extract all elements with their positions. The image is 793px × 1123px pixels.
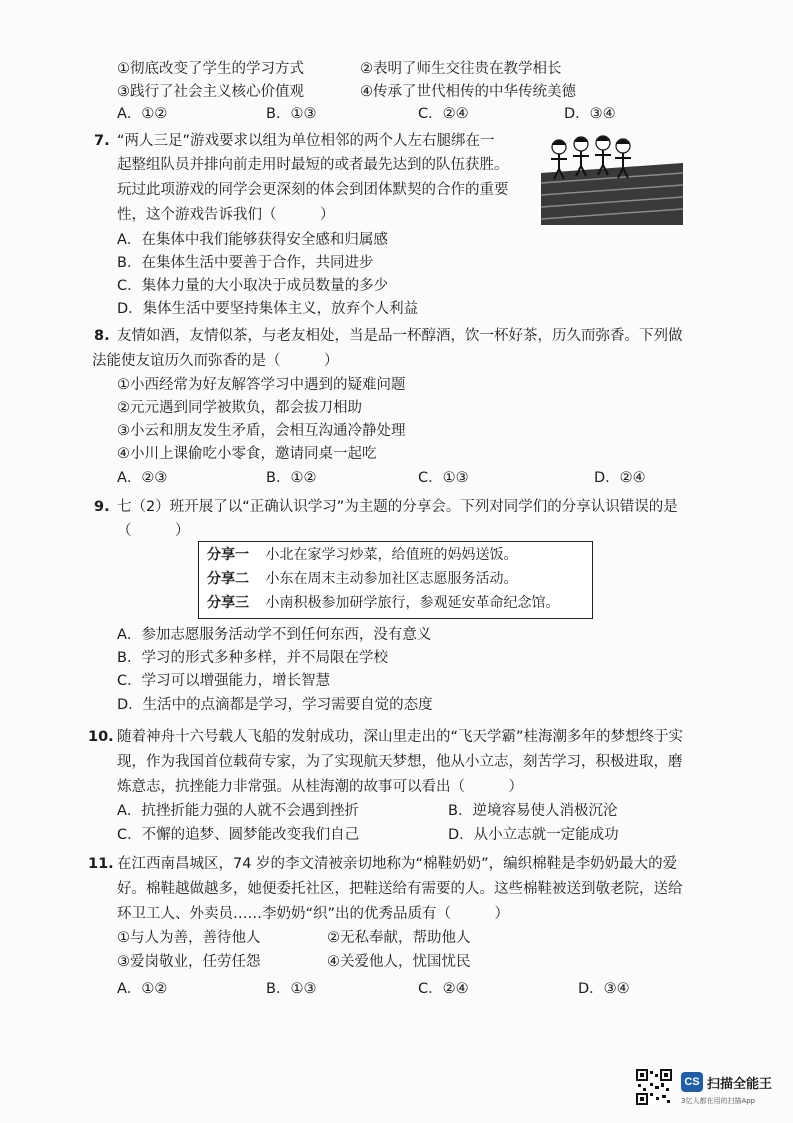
q10-option-b: B．逆境容易使人消极沉沦	[448, 803, 618, 819]
q7-stem-line-2: 起整组队员并排向前走用时最短的或者最先达到的队伍获胜。	[117, 157, 509, 173]
q8-option-c: C．①③	[418, 470, 469, 486]
q11-option-c: C．②④	[418, 981, 469, 997]
q11-stem-line-3: 环卫工人、外卖员……李奶奶“织”出的优秀品质有（ ）	[117, 906, 510, 922]
q7-option-a: A．在集体中我们能够获得安全感和归属感	[117, 232, 388, 248]
q10-stem-line-3: 炼意志，抗挫能力非常强。从桂海潮的故事可以看出（ ）	[117, 779, 523, 795]
three-legged-race-illustration	[537, 133, 687, 225]
q9-stem-line-2: （ ）	[117, 523, 190, 539]
q6-option-c: C．②④	[418, 106, 469, 122]
q7-stem-line-1: “两人三足”游戏要求以组为单位相邻的两个人左右腿绑在一	[117, 133, 495, 149]
q10-stem-line-1: 随着神舟十六号载人飞船的发射成功，深山里走出的“飞天学霸”桂海潮多年的梦想终于实	[117, 729, 684, 745]
q10-stem-line-2: 现，作为我国首位载荷专家，为了实现航天梦想，他从小立志，刻苦学习，积极进取，磨	[117, 754, 683, 770]
q11-statement-4: ④关爱他人，忧国忧民	[327, 954, 471, 970]
q9-option-d: D．生活中的点滴都是学习，学习需要自觉的态度	[117, 697, 433, 713]
share-row-1	[207, 546, 517, 564]
q7-option-b: B．在集体生活中要善于合作，共同进步	[117, 255, 374, 271]
share-row-2	[207, 570, 517, 588]
q11-statement-3: ③爱岗敬业，任劳任怨	[117, 954, 261, 970]
camscanner-tagline: 3亿人都在用的扫描App	[681, 1097, 756, 1105]
q7-option-c: C．集体力量的大小取决于成员数量的多少	[117, 278, 389, 294]
q10-number: 10.	[88, 729, 114, 745]
q8-stem-line-1: 友情如酒，友情似茶，与老友相处，当是品一杯醇酒，饮一杯好茶，历久而弥香。下列做	[117, 328, 683, 344]
q8-statement-4: ④小川上课偷吃小零食，邀请同桌一起吃	[117, 446, 377, 462]
q7-option-d: D．集体生活中要坚持集体主义，放弃个人利益	[117, 301, 419, 317]
q7-stem-line-4: 性，这个游戏告诉我们（ ）	[117, 207, 335, 223]
q11-stem-line-2: 好。棉鞋越做越多，她便委托社区，把鞋送给有需要的人。这些棉鞋被送到敬老院，送给	[117, 881, 683, 897]
share-tag-1: 分享一	[207, 547, 249, 563]
q7-number: 7.	[94, 133, 110, 149]
q9-option-b: B．学习的形式多种多样，并不局限在学校	[117, 650, 388, 666]
share-text-2: 小东在周末主动参加社区志愿服务活动。	[265, 571, 518, 587]
q10-option-d: D．从小立志就一定能成功	[448, 827, 619, 843]
q8-option-a: A．②③	[117, 470, 168, 486]
q8-statement-3: ③小云和朋友发生矛盾，会相互沟通冷静处理	[117, 423, 406, 439]
q8-option-b: B．①②	[266, 470, 317, 486]
share-tag-3: 分享三	[207, 595, 249, 611]
share-tag-2: 分享二	[207, 571, 249, 587]
q9-option-a: A．参加志愿服务活动学不到任何东西，没有意义	[117, 627, 432, 643]
q8-stem-line-2: 法能使友谊历久而弥香的是（ ）	[92, 353, 339, 369]
q11-stem-line-1: 在江西南昌城区，74 岁的李文清被亲切地称为“棉鞋奶奶”，编织棉鞋是李奶奶最大的爱	[117, 856, 678, 872]
share-text-3: 小南积极参加研学旅行，参观延安革命纪念馆。	[265, 595, 560, 611]
share-table	[198, 541, 593, 619]
q9-number: 9.	[94, 499, 110, 515]
share-text-1: 小北在家学习炒菜，给值班的妈妈送饭。	[265, 547, 518, 563]
q7-stem-line-3: 玩过此项游戏的同学会更深刻的体会到团体默契的合作的重要	[117, 182, 509, 198]
q10-option-c: C．不懈的追梦、圆梦能改变我们自己	[117, 827, 360, 843]
share-row-3	[207, 594, 559, 612]
q10-option-a: A．抗挫折能力强的人就不会遇到挫折	[117, 803, 359, 819]
q11-number: 11.	[88, 856, 114, 872]
q9-option-c: C．学习可以增强能力，增长智慧	[117, 673, 331, 689]
camscanner-brand: 扫描全能王	[707, 1077, 773, 1092]
q6-statement-4: ④传承了世代相传的中华传统美德	[360, 84, 576, 100]
q8-statement-1: ①小西经常为好友解答学习中遇到的疑难问题	[117, 377, 406, 393]
q6-statement-1: ①彻底改变了学生的学习方式	[117, 61, 304, 77]
q11-option-d: D．③④	[578, 981, 630, 997]
q6-option-a: A．①②	[117, 106, 168, 122]
q11-option-b: B．①③	[266, 981, 317, 997]
q8-statement-2: ②元元遇到同学被欺负，都会拔刀相助	[117, 400, 362, 416]
q6-option-d: D．③④	[564, 106, 616, 122]
q8-number: 8.	[94, 328, 110, 344]
qr-code-icon	[636, 1069, 672, 1105]
q11-option-a: A．①②	[117, 981, 168, 997]
q11-statement-2: ②无私奉献，帮助他人	[327, 930, 471, 946]
q6-option-b: B．①③	[266, 106, 317, 122]
q6-statement-3: ③践行了社会主义核心价值观	[117, 84, 304, 100]
q8-option-d: D．②④	[594, 470, 646, 486]
camscanner-logo: CS	[681, 1072, 703, 1092]
q9-stem-line-1: 七（2）班开展了以“正确认识学习”为主题的分享会。下列对同学们的分享认识错误的是	[117, 499, 678, 515]
q11-statement-1: ①与人为善，善待他人	[117, 930, 261, 946]
q6-statement-2: ②表明了师生交往贵在教学相长	[360, 61, 562, 77]
